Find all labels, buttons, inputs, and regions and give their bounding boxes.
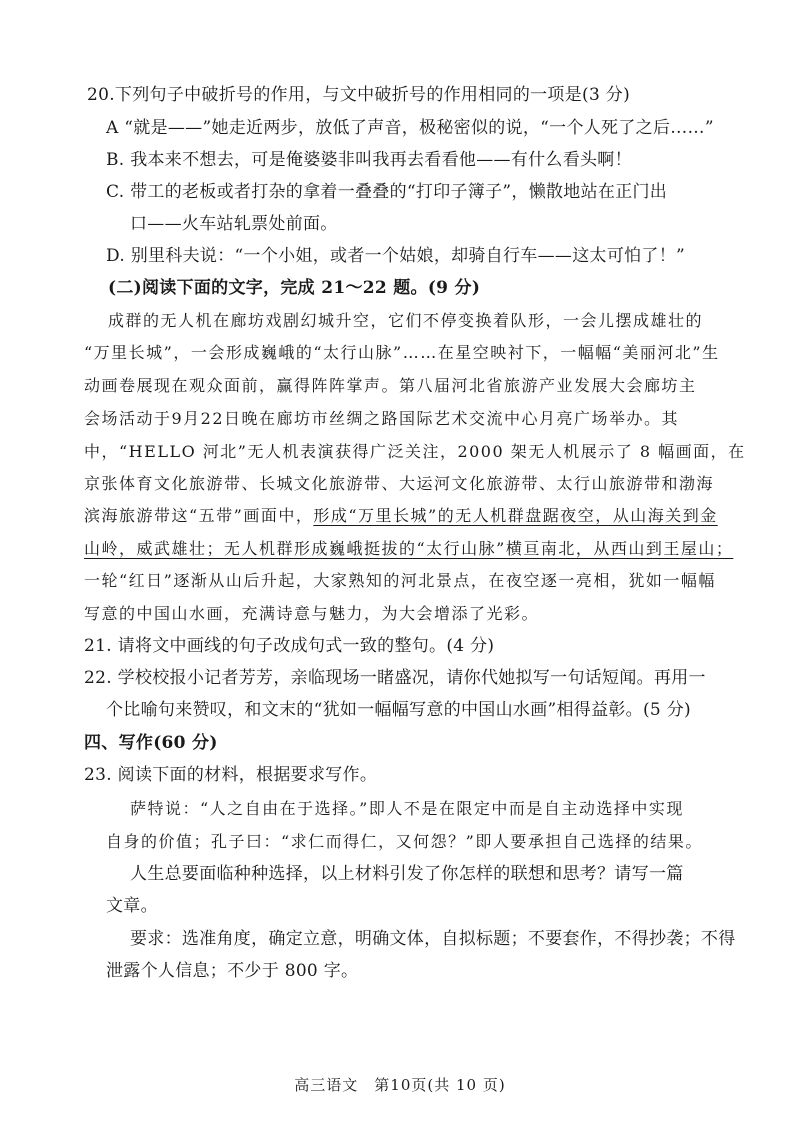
q20-option-c-line1: C. 带工的老板或者打杂的拿着一叠叠的“打印子簿子”，懒散地站在正门出 xyxy=(106,182,668,202)
underlined-sentence-part-1: 形成“万里长城”的无人机群盘踞夜空，从山海关到金 xyxy=(313,506,718,525)
passage-line-9: 一轮“红日”逐渐从山后升起，大家熟知的河北景点，在夜空逐一亮相，犹如一幅幅 xyxy=(84,571,716,590)
passage-line-10: 写意的中国山水画，充满诗意与魅力，为大会增添了光彩。 xyxy=(84,604,540,623)
q23-material-line-1: 萨特说：“人之自由在于选择。”即人不是在限定中而是自主动选择中实现 xyxy=(130,799,684,818)
q21: 21. 请将文中画线的句子改成句式一致的整句。(4 分) xyxy=(84,636,495,656)
q20-option-c-line2: 口——火车站轧票处前面。 xyxy=(130,214,338,234)
q23-prompt-line-1: 人生总要面临种种选择，以上材料引发了你怎样的联想和思考？请写一篇 xyxy=(130,864,684,884)
passage-line-5: 中，“HELLO 河北”无人机表演获得广泛关注，2000 架无人机展示了 8 幅画面，在 xyxy=(84,442,746,461)
q20-stem: 20.下列句子中破折号的作用，与文中破折号的作用相同的一项是(3 分) xyxy=(87,85,631,105)
passage-line-3: 动画卷展现在观众面前，赢得阵阵掌声。第八届河北省旅游产业发展大会廊坊主 xyxy=(84,376,697,395)
passage-line-1: 成群的无人机在廊坊戏剧幻城升空，它们不停变换着队形，一会儿摆成雄壮的 xyxy=(108,311,704,330)
q23-material-line-2: 自身的价值；孔子曰：“求仁而得仁，又何怨？”即人要承担自己选择的结果。 xyxy=(106,832,703,851)
section2-heading: (二)阅读下面的文字，完成 21～22 题。(9 分) xyxy=(108,278,481,298)
passage-line-4: 会场活动于9月22日晚在廊坊市丝绸之路国际艺术交流中心月亮广场举办。其 xyxy=(84,409,680,428)
q23-requirements-line-2: 泄露个人信息；不少于 800 字。 xyxy=(106,961,359,981)
passage-line-7-plain: 滨海旅游带这“五带”画面中， xyxy=(84,506,314,525)
passage-line-6: 京张体育文化旅游带、长城文化旅游带、大运河文化旅游带、太行山旅游带和渤海 xyxy=(84,474,715,493)
q20-option-a: A “就是——”她走近两步，放低了声音，极秘密似的说，“一个人死了之后……” xyxy=(106,118,714,138)
q23-prompt-line-2: 文章。 xyxy=(106,896,158,916)
q20-option-d: D. 别里科夫说：“一个小姐，或者一个姑娘，却骑自行车——这太可怕了！” xyxy=(106,246,686,266)
q23-stem: 23. 阅读下面的材料，根据要求写作。 xyxy=(84,765,378,785)
page-footer: 高三语文 第10页(共 10 页) xyxy=(294,1076,506,1094)
q23-requirements-line-1: 要求：选准角度，确定立意，明确文体，自拟标题；不要套作，不得抄袭；不得 xyxy=(130,929,736,949)
q22-line-2: 个比喻句来赞叹，和文末的“犹如一幅幅写意的中国山水画”相得益彰。(5 分) xyxy=(106,700,691,720)
passage-line-2: “万里长城”，一会形成巍峨的“太行山脉”……在星空映衬下，一幅幅“美丽河北”生 xyxy=(84,343,720,362)
q22-line-1: 22. 学校校报小记者芳芳，亲临现场一睹盛况，请你代她拟写一句话短闻。再用一 xyxy=(84,668,706,688)
underlined-sentence-part-2: 山岭，威武雄壮；无人机群形成巍峨挺拔的“太行山脉”横亘南北，从西山到王屋山； xyxy=(84,539,734,558)
passage-line-7 xyxy=(84,508,718,524)
section4-heading: 四、写作(60 分) xyxy=(84,733,218,753)
q20-option-b: B. 我本来不想去，可是俺婆婆非叫我再去看看他——有什么看头啊！ xyxy=(106,150,632,170)
